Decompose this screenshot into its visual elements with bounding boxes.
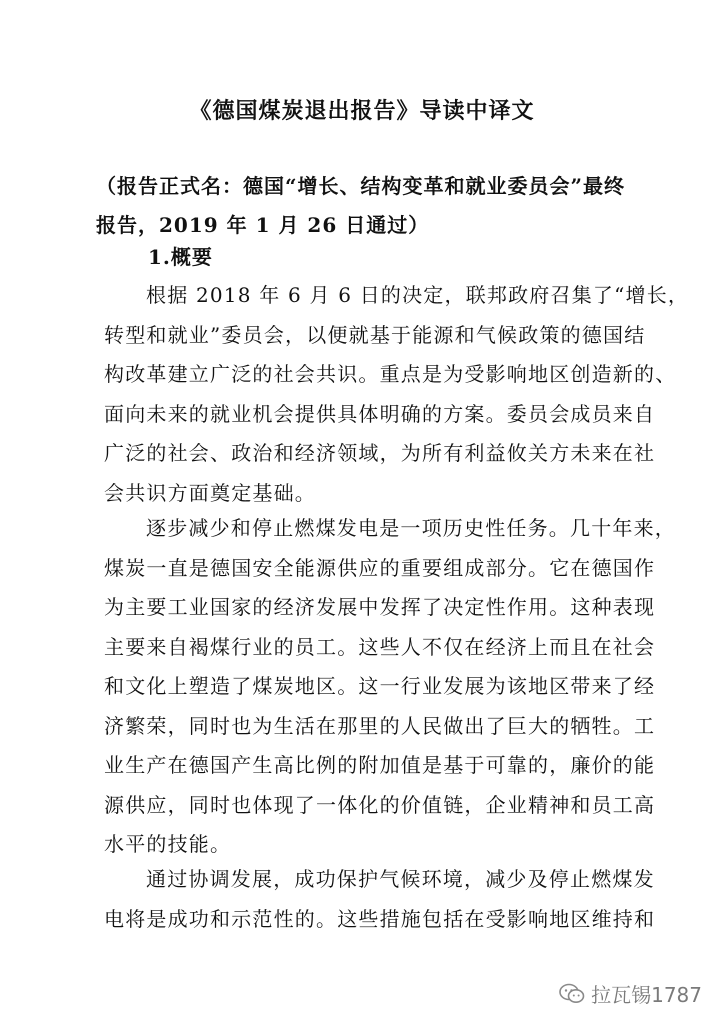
wechat-icon bbox=[559, 983, 585, 1005]
paragraph-line: 济繁荣，同时也为生活在那里的人民做出了巨大的牺牲。工 bbox=[104, 713, 656, 738]
paragraph-line: 水平的技能。 bbox=[104, 832, 232, 856]
paragraph-line: 逐步减少和停止燃煤发电是一项历史性任务。几十年来， bbox=[146, 516, 676, 540]
paragraph-line: 主要来自褐煤行业的员工。这些人不仅在经济上而且在社会 bbox=[104, 634, 656, 659]
paragraph-2 bbox=[104, 509, 676, 865]
paragraph-line: 根据 2018 年 6 月 6 日的决定，联邦政府召集了“增长， bbox=[146, 283, 690, 307]
paragraph-line: 转型和就业”委员会，以便就基于能源和气候政策的德国结 bbox=[104, 322, 646, 347]
paragraph-line: 面向未来的就业机会提供具体明确的方案。委员会成员来自 bbox=[104, 401, 656, 426]
paragraph-line: 为主要工业国家的经济发展中发挥了决定性作用。这种表现 bbox=[104, 595, 656, 619]
paragraph-line: 会共识方面奠定基础。 bbox=[104, 480, 316, 505]
paragraph-line: 广泛的社会、政治和经济领域，为所有利益攸关方未来在社 bbox=[104, 441, 656, 465]
document-subtitle bbox=[96, 167, 656, 245]
paragraph-line: 煤炭一直是德国安全能源供应的重要组成部分。它在德国作 bbox=[104, 555, 656, 580]
paragraph-line: 业生产在德国产生高比例的附加值是基于可靠的，廉价的能 bbox=[104, 753, 656, 777]
paragraph-line: 源供应，同时也体现了一体化的价值链，企业精神和员工高 bbox=[104, 792, 656, 817]
watermark bbox=[559, 979, 702, 1008]
document-title: 《德国煤炭退出报告》导读中译文 bbox=[189, 98, 535, 124]
paragraph-3 bbox=[104, 860, 656, 939]
paragraph-line: 通过协调发展，成功保护气候环境，减少及停止燃煤发 bbox=[146, 867, 655, 891]
paragraph-line: 构改革建立广泛的社会共识。重点是为受影响地区创造新的、 bbox=[104, 362, 677, 386]
paragraph-line: 和文化上塑造了煤炭地区。这一行业发展为该地区带来了经 bbox=[104, 674, 656, 698]
paragraph-line: 电将是成功和示范性的。这些措施包括在受影响地区维持和 bbox=[104, 906, 656, 931]
section-heading: 1.概要 bbox=[148, 245, 213, 269]
paragraph-1 bbox=[104, 276, 690, 513]
subtitle-line: （报告正式名：德国“增长、结构变革和就业委员会”最终 bbox=[96, 174, 626, 198]
watermark-text: 拉瓦锡1787 bbox=[591, 983, 702, 1007]
subtitle-line: 报告，2019 年 1 月 26 日通过） bbox=[96, 213, 430, 237]
